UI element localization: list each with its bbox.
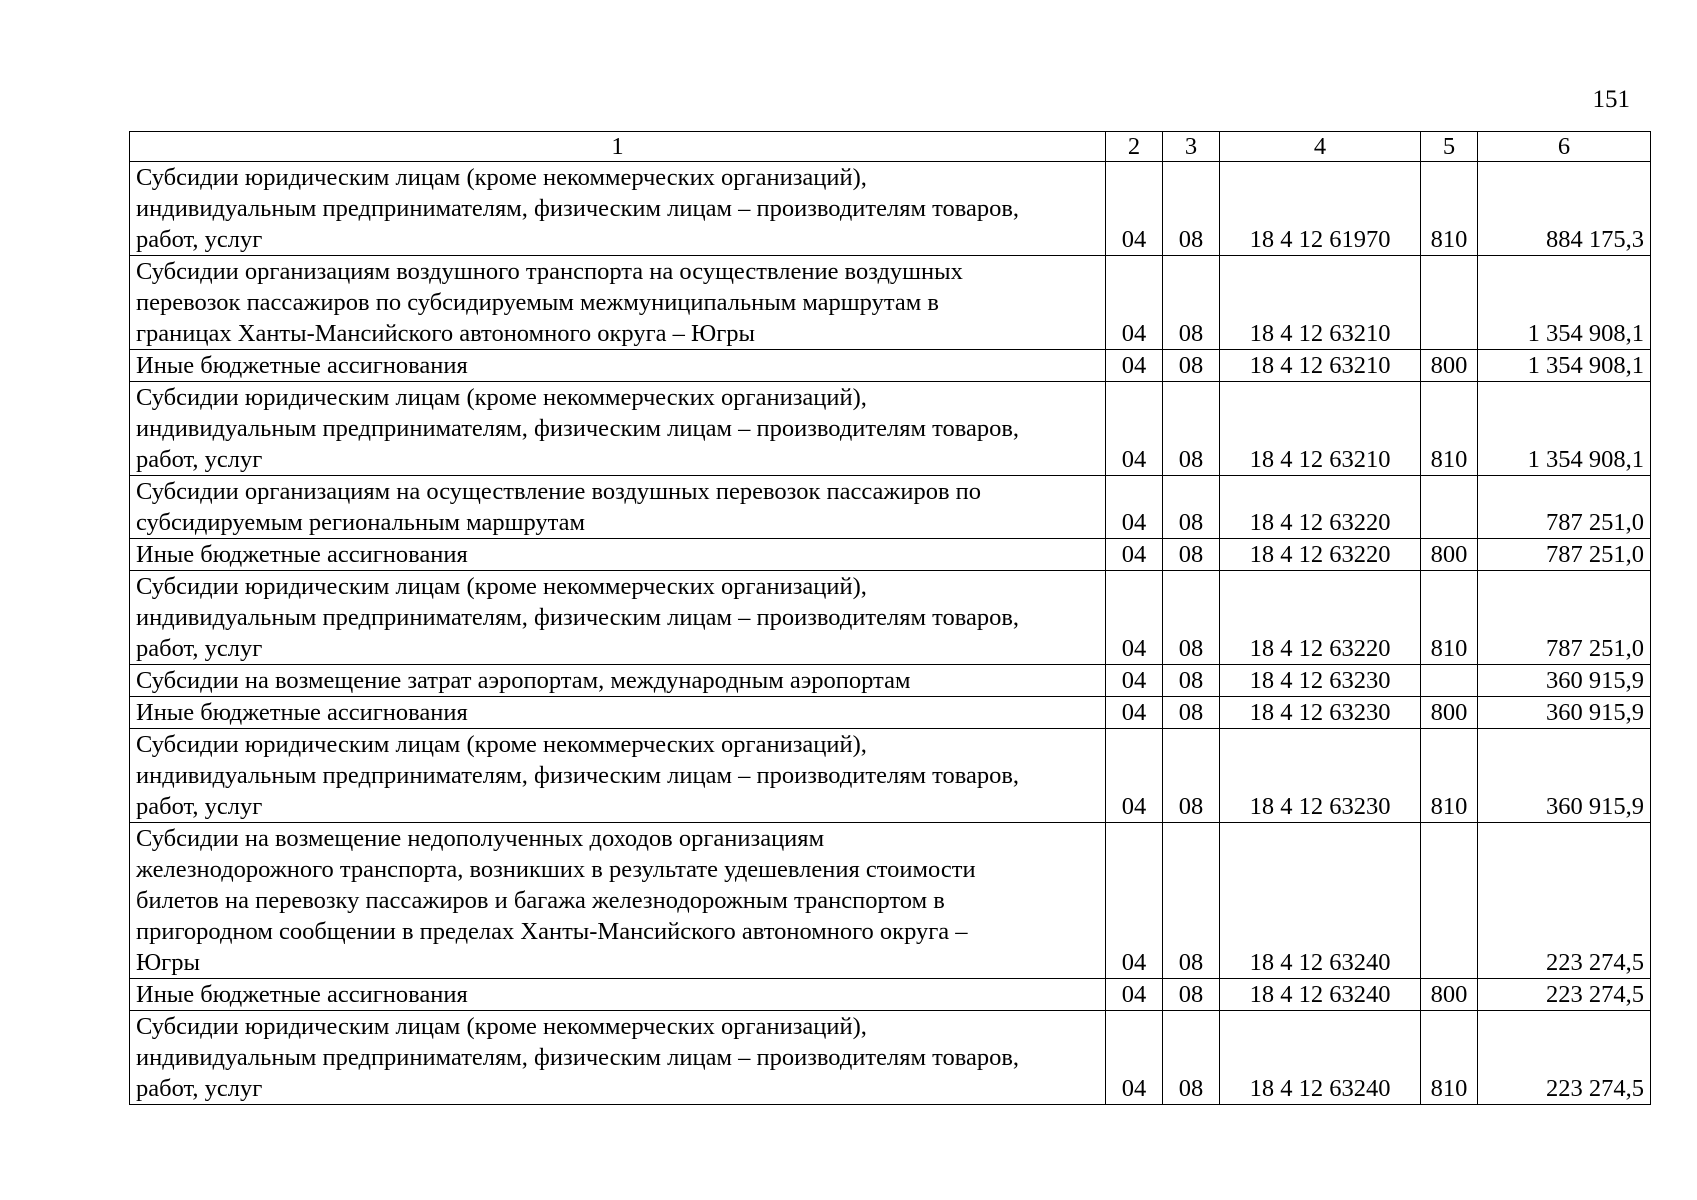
- row-target: 18 4 12 63230: [1220, 665, 1421, 697]
- row-target: 18 4 12 63240: [1220, 1011, 1421, 1105]
- row-section: 04: [1106, 162, 1163, 256]
- table-row: [130, 382, 1651, 476]
- row-section: 04: [1106, 476, 1163, 539]
- table-row: [130, 539, 1651, 571]
- row-section: 04: [1106, 539, 1163, 571]
- row-target: 18 4 12 63220: [1220, 571, 1421, 665]
- table-row: [130, 665, 1651, 697]
- row-type: [1421, 476, 1478, 539]
- row-amount: 360 915,9: [1478, 729, 1651, 823]
- row-subsection: 08: [1163, 697, 1220, 729]
- row-section: 04: [1106, 823, 1163, 979]
- row-name: Субсидии юридическим лицам (кроме некоммерческих организаций), индивидуальным предпринимателям, физическим лицам – производителям товаров, работ, услуг: [130, 571, 1106, 665]
- row-name: Иные бюджетные ассигнования: [130, 539, 1106, 571]
- row-type: 810: [1421, 162, 1478, 256]
- row-name: Субсидии на возмещение недополученных доходов организациям железнодорожного транспорта, возникших в результате удешевления стоимости билетов на перевозку пассажиров и багажа железнодорожным транспортом в пригородном сообщении в пределах Ханты-Мансийского автономного округа – Югры: [130, 823, 1106, 979]
- table-header: [130, 132, 1651, 162]
- row-target: 18 4 12 63240: [1220, 979, 1421, 1011]
- row-amount: 884 175,3: [1478, 162, 1651, 256]
- row-section: 04: [1106, 697, 1163, 729]
- table-row: [130, 1011, 1651, 1105]
- table-row: [130, 162, 1651, 256]
- table-row: [130, 476, 1651, 539]
- header-col-6: 6: [1478, 132, 1651, 162]
- row-section: 04: [1106, 382, 1163, 476]
- row-subsection: 08: [1163, 665, 1220, 697]
- row-type: 800: [1421, 697, 1478, 729]
- row-type: 810: [1421, 571, 1478, 665]
- row-section: 04: [1106, 979, 1163, 1011]
- table-row: [130, 571, 1651, 665]
- row-type: [1421, 256, 1478, 350]
- row-name: Иные бюджетные ассигнования: [130, 979, 1106, 1011]
- row-name: Субсидии юридическим лицам (кроме некоммерческих организаций), индивидуальным предпринимателям, физическим лицам – производителям товаров, работ, услуг: [130, 729, 1106, 823]
- row-type: 800: [1421, 539, 1478, 571]
- row-type: [1421, 665, 1478, 697]
- row-target: 18 4 12 63210: [1220, 350, 1421, 382]
- row-subsection: 08: [1163, 382, 1220, 476]
- row-amount: 787 251,0: [1478, 476, 1651, 539]
- budget-table: [129, 131, 1651, 1105]
- row-subsection: 08: [1163, 729, 1220, 823]
- row-type: 810: [1421, 729, 1478, 823]
- table-body: [130, 162, 1651, 1105]
- header-col-3: 3: [1163, 132, 1220, 162]
- row-subsection: 08: [1163, 823, 1220, 979]
- row-amount: 787 251,0: [1478, 571, 1651, 665]
- row-type: 810: [1421, 382, 1478, 476]
- row-target: 18 4 12 63230: [1220, 729, 1421, 823]
- row-amount: 787 251,0: [1478, 539, 1651, 571]
- header-col-4: 4: [1220, 132, 1421, 162]
- row-subsection: 08: [1163, 476, 1220, 539]
- table-row: [130, 350, 1651, 382]
- row-target: 18 4 12 63240: [1220, 823, 1421, 979]
- row-subsection: 08: [1163, 350, 1220, 382]
- row-amount: 223 274,5: [1478, 979, 1651, 1011]
- row-name: Субсидии юридическим лицам (кроме некоммерческих организаций), индивидуальным предпринимателям, физическим лицам – производителям товаров, работ, услуг: [130, 1011, 1106, 1105]
- header-col-1: 1: [130, 132, 1106, 162]
- row-amount: 223 274,5: [1478, 823, 1651, 979]
- header-col-5: 5: [1421, 132, 1478, 162]
- row-type: [1421, 823, 1478, 979]
- header-row: [130, 132, 1651, 162]
- row-section: 04: [1106, 256, 1163, 350]
- row-section: 04: [1106, 571, 1163, 665]
- page-number: 151: [1592, 86, 1630, 113]
- row-target: 18 4 12 63210: [1220, 382, 1421, 476]
- row-subsection: 08: [1163, 256, 1220, 350]
- table-row: [130, 823, 1651, 979]
- row-type: 800: [1421, 350, 1478, 382]
- row-target: 18 4 12 61970: [1220, 162, 1421, 256]
- row-subsection: 08: [1163, 571, 1220, 665]
- row-amount: 360 915,9: [1478, 697, 1651, 729]
- row-type: 810: [1421, 1011, 1478, 1105]
- row-amount: 1 354 908,1: [1478, 256, 1651, 350]
- row-target: 18 4 12 63210: [1220, 256, 1421, 350]
- header-col-2: 2: [1106, 132, 1163, 162]
- row-type: 800: [1421, 979, 1478, 1011]
- row-section: 04: [1106, 1011, 1163, 1105]
- row-name: Субсидии юридическим лицам (кроме некоммерческих организаций), индивидуальным предпринимателям, физическим лицам – производителям товаров, работ, услуг: [130, 162, 1106, 256]
- row-name: Субсидии юридическим лицам (кроме некоммерческих организаций), индивидуальным предпринимателям, физическим лицам – производителям товаров, работ, услуг: [130, 382, 1106, 476]
- row-subsection: 08: [1163, 162, 1220, 256]
- table-row: [130, 697, 1651, 729]
- row-name: Иные бюджетные ассигнования: [130, 350, 1106, 382]
- row-target: 18 4 12 63220: [1220, 539, 1421, 571]
- row-name: Иные бюджетные ассигнования: [130, 697, 1106, 729]
- row-subsection: 08: [1163, 539, 1220, 571]
- row-amount: 360 915,9: [1478, 665, 1651, 697]
- row-section: 04: [1106, 350, 1163, 382]
- row-section: 04: [1106, 729, 1163, 823]
- row-section: 04: [1106, 665, 1163, 697]
- row-amount: 1 354 908,1: [1478, 350, 1651, 382]
- row-amount: 223 274,5: [1478, 1011, 1651, 1105]
- row-name: Субсидии на возмещение затрат аэропортам, международным аэропортам: [130, 665, 1106, 697]
- row-target: 18 4 12 63230: [1220, 697, 1421, 729]
- table-row: [130, 979, 1651, 1011]
- row-subsection: 08: [1163, 1011, 1220, 1105]
- row-target: 18 4 12 63220: [1220, 476, 1421, 539]
- row-name: Субсидии организациям воздушного транспорта на осуществление воздушных перевозок пассажиров по субсидируемым межмуниципальным маршрутам в границах Ханты-Мансийского автономного округа – Югры: [130, 256, 1106, 350]
- table-row: [130, 729, 1651, 823]
- row-subsection: 08: [1163, 979, 1220, 1011]
- row-name: Субсидии организациям на осуществление воздушных перевозок пассажиров по субсидируемым региональным маршрутам: [130, 476, 1106, 539]
- table-row: [130, 256, 1651, 350]
- row-amount: 1 354 908,1: [1478, 382, 1651, 476]
